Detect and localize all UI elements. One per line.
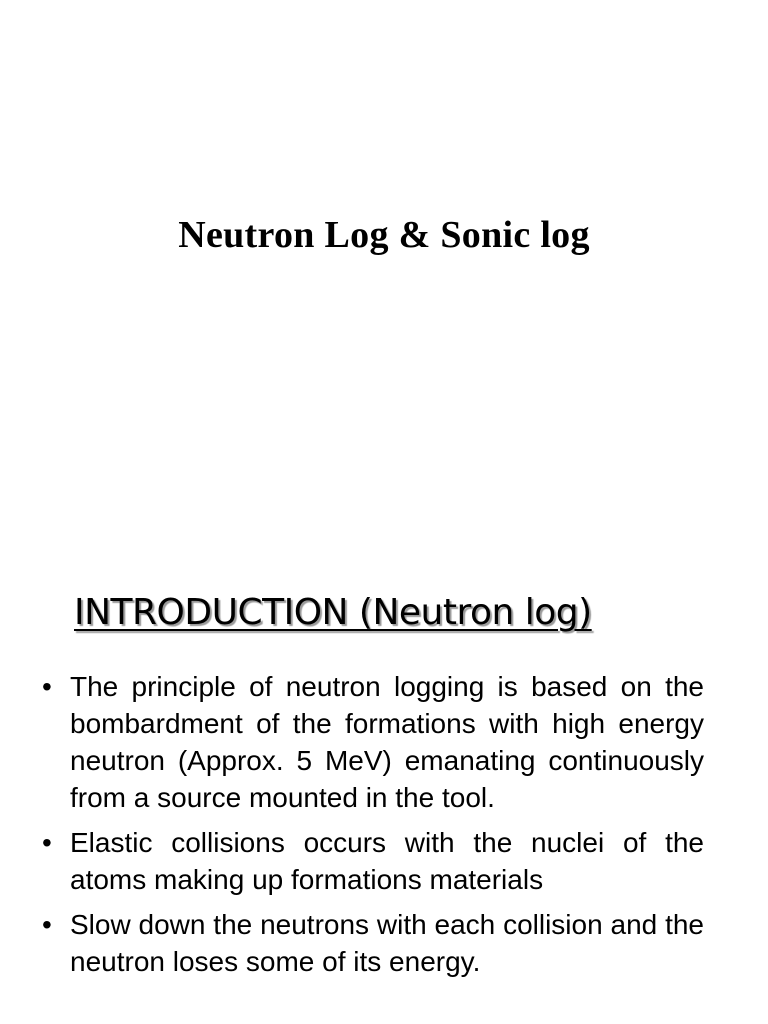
list-item (38, 668, 704, 816)
content-slide (0, 580, 768, 1024)
bullet-text: The principle of neutron logging is based on the bombardment of the formations with high energy neutron (Approx. 5 MeV) emanating continuously from a source mounted in the tool. (70, 671, 704, 813)
bullet-dot-icon: • (42, 827, 52, 858)
list-item (38, 906, 704, 980)
bullet-list (38, 668, 704, 988)
bullet-text: Elastic collisions occurs with the nuclei of the atoms making up formations materials (70, 827, 704, 895)
bullet-dot-icon: • (42, 909, 52, 940)
slide-title: Neutron Log & Sonic log (178, 214, 590, 256)
bullet-dot-icon: • (42, 671, 52, 702)
section-heading: INTRODUCTION (Neutron log) (74, 592, 592, 633)
bullet-text: Slow down the neutrons with each collision and the neutron loses some of its energy. (70, 909, 704, 977)
list-item (38, 824, 704, 898)
